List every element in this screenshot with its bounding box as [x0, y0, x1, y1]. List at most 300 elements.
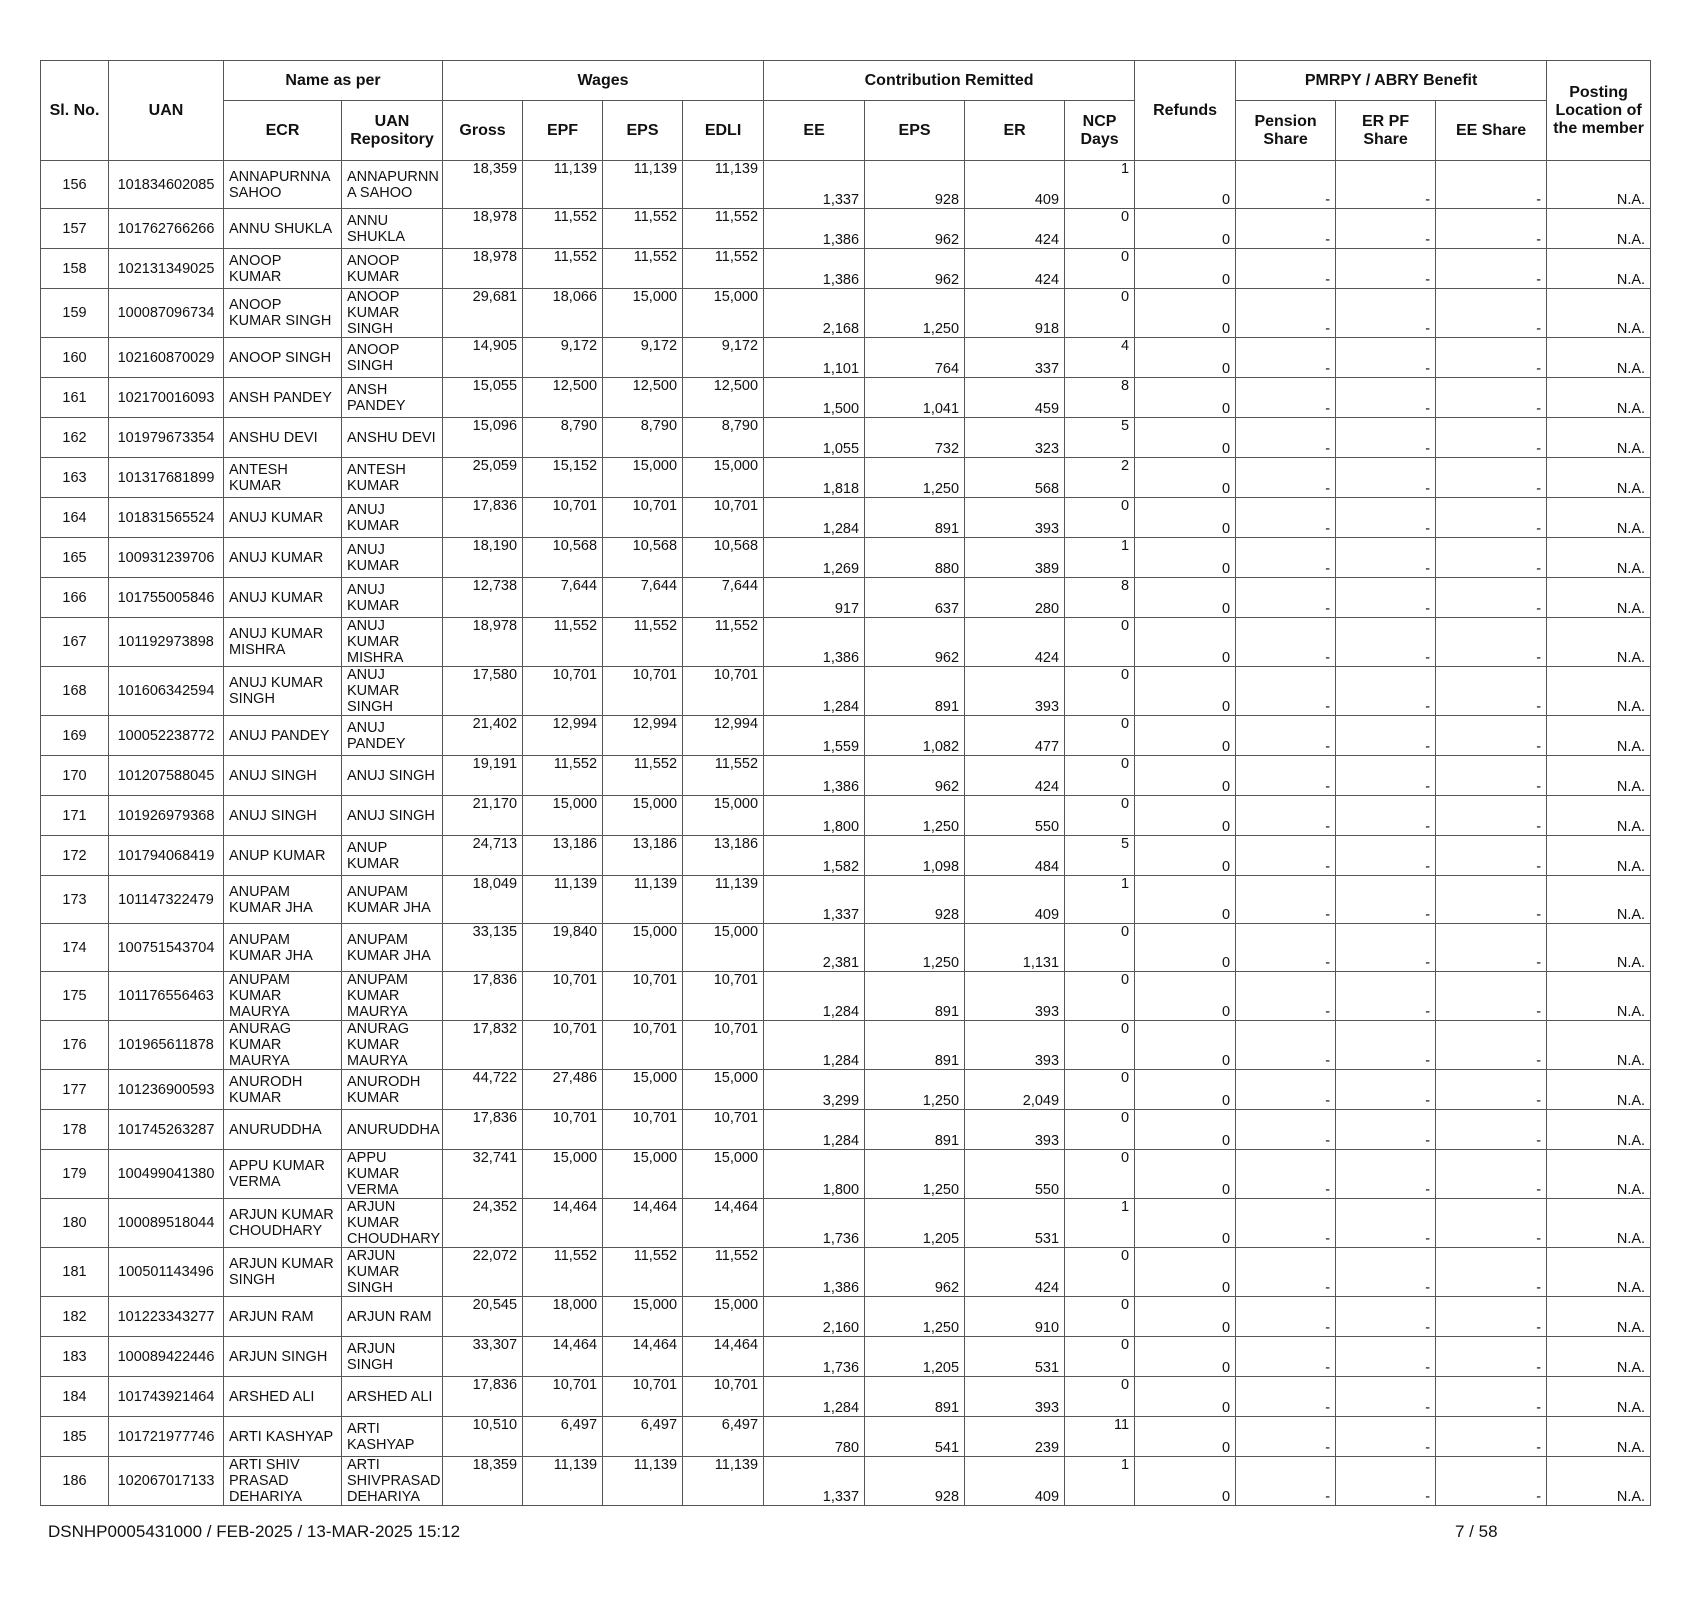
- cell-er-pf-share: -: [1336, 1248, 1436, 1297]
- cell-er: 550: [965, 796, 1065, 836]
- cell-edli: 10,701: [683, 667, 764, 716]
- cell-ncp-days: 1: [1065, 1457, 1135, 1506]
- cell-contribution-eps: 541: [865, 1417, 965, 1457]
- cell-refunds: 0: [1135, 716, 1236, 756]
- cell-refunds: 0: [1135, 1199, 1236, 1248]
- cell-refunds: 0: [1135, 458, 1236, 498]
- cell-er-pf-share: -: [1336, 338, 1436, 378]
- cell-ncp-days: 0: [1065, 498, 1135, 538]
- cell-refunds: 0: [1135, 924, 1236, 972]
- cell-posting-location: N.A.: [1547, 716, 1651, 756]
- cell-name-uan-repository: ANOOP KUMAR: [342, 249, 443, 289]
- cell-ncp-days: 0: [1065, 1337, 1135, 1377]
- cell-epf: 15,000: [523, 796, 603, 836]
- cell-ncp-days: 0: [1065, 1150, 1135, 1199]
- cell-uan: 101762766266: [109, 209, 224, 249]
- cell-gross: 33,307: [443, 1337, 523, 1377]
- cell-er: 424: [965, 249, 1065, 289]
- cell-er: 424: [965, 1248, 1065, 1297]
- cell-epf: 11,139: [523, 161, 603, 209]
- cell-gross: 15,096: [443, 418, 523, 458]
- cell-epf: 15,152: [523, 458, 603, 498]
- cell-contribution-eps: 962: [865, 1248, 965, 1297]
- cell-name-ecr: ANUJ SINGH: [224, 796, 342, 836]
- cell-refunds: 0: [1135, 1337, 1236, 1377]
- cell-edli: 10,701: [683, 1377, 764, 1417]
- cell-edli: 11,552: [683, 249, 764, 289]
- cell-pension-share: -: [1236, 1248, 1336, 1297]
- cell-posting-location: N.A.: [1547, 498, 1651, 538]
- cell-er-pf-share: -: [1336, 1150, 1436, 1199]
- cell-eps: 15,000: [603, 924, 683, 972]
- cell-epf: 14,464: [523, 1337, 603, 1377]
- cell-uan: 101926979368: [109, 796, 224, 836]
- cell-epf: 11,552: [523, 249, 603, 289]
- cell-gross: 29,681: [443, 289, 523, 338]
- cell-eps: 11,552: [603, 209, 683, 249]
- cell-refunds: 0: [1135, 1021, 1236, 1070]
- cell-edli: 10,701: [683, 1110, 764, 1150]
- cell-gross: 17,836: [443, 1377, 523, 1417]
- cell-name-ecr: ANUPAM KUMAR MAURYA: [224, 972, 342, 1021]
- cell-posting-location: N.A.: [1547, 876, 1651, 924]
- cell-name-uan-repository: ANURODH KUMAR: [342, 1070, 443, 1110]
- cell-posting-location: N.A.: [1547, 161, 1651, 209]
- cell-name-ecr: ANURODH KUMAR: [224, 1070, 342, 1110]
- table-row: [41, 1457, 1651, 1506]
- cell-edli: 11,552: [683, 1248, 764, 1297]
- cell-er-pf-share: -: [1336, 972, 1436, 1021]
- cell-contribution-eps: 891: [865, 1110, 965, 1150]
- table-row: [41, 716, 1651, 756]
- cell-edli: 8,790: [683, 418, 764, 458]
- cell-refunds: 0: [1135, 876, 1236, 924]
- cell-edli: 15,000: [683, 1297, 764, 1337]
- cell-uan: 100052238772: [109, 716, 224, 756]
- cell-refunds: 0: [1135, 1248, 1236, 1297]
- cell-ee-share: -: [1436, 498, 1547, 538]
- cell-contribution-eps: 1,250: [865, 796, 965, 836]
- cell-eps: 10,701: [603, 1377, 683, 1417]
- cell-contribution-eps: 1,205: [865, 1199, 965, 1248]
- cell-name-ecr: ARJUN SINGH: [224, 1337, 342, 1377]
- cell-gross: 18,359: [443, 161, 523, 209]
- cell-name-uan-repository: ANSH PANDEY: [342, 378, 443, 418]
- cell-ncp-days: 0: [1065, 1110, 1135, 1150]
- cell-er: 323: [965, 418, 1065, 458]
- cell-name-ecr: ANNAPURNNA SAHOO: [224, 161, 342, 209]
- cell-ee-share: -: [1436, 209, 1547, 249]
- cell-ee: 1,337: [764, 876, 865, 924]
- header-ncp-days: NCP Days: [1065, 101, 1135, 161]
- cell-uan: 101192973898: [109, 618, 224, 667]
- cell-name-uan-repository: ANUP KUMAR: [342, 836, 443, 876]
- cell-ee-share: -: [1436, 161, 1547, 209]
- cell-pension-share: -: [1236, 1337, 1336, 1377]
- cell-epf: 18,066: [523, 289, 603, 338]
- header-ecr: ECR: [224, 101, 342, 161]
- cell-ee: 1,269: [764, 538, 865, 578]
- cell-posting-location: N.A.: [1547, 1150, 1651, 1199]
- cell-er-pf-share: -: [1336, 249, 1436, 289]
- cell-epf: 19,840: [523, 924, 603, 972]
- cell-sl-no: 159: [41, 289, 109, 338]
- cell-sl-no: 180: [41, 1199, 109, 1248]
- cell-eps: 12,500: [603, 378, 683, 418]
- table-row: [41, 538, 1651, 578]
- cell-epf: 12,500: [523, 378, 603, 418]
- cell-ncp-days: 0: [1065, 756, 1135, 796]
- cell-name-uan-repository: ANURUDDHA: [342, 1110, 443, 1150]
- cell-pension-share: -: [1236, 458, 1336, 498]
- cell-er-pf-share: -: [1336, 1070, 1436, 1110]
- header-uan-repository: UAN Repository: [342, 101, 443, 161]
- cell-edli: 6,497: [683, 1417, 764, 1457]
- cell-contribution-eps: 962: [865, 249, 965, 289]
- cell-eps: 11,552: [603, 249, 683, 289]
- cell-name-ecr: ANTESH KUMAR: [224, 458, 342, 498]
- cell-er: 393: [965, 1021, 1065, 1070]
- cell-pension-share: -: [1236, 796, 1336, 836]
- cell-er: 280: [965, 578, 1065, 618]
- cell-ncp-days: 0: [1065, 289, 1135, 338]
- cell-epf: 10,701: [523, 498, 603, 538]
- cell-pension-share: -: [1236, 618, 1336, 667]
- cell-refunds: 0: [1135, 1377, 1236, 1417]
- cell-ee-share: -: [1436, 289, 1547, 338]
- cell-name-ecr: ARJUN KUMAR SINGH: [224, 1248, 342, 1297]
- cell-pension-share: -: [1236, 498, 1336, 538]
- cell-gross: 21,170: [443, 796, 523, 836]
- cell-ee-share: -: [1436, 796, 1547, 836]
- cell-eps: 10,568: [603, 538, 683, 578]
- cell-pension-share: -: [1236, 1417, 1336, 1457]
- cell-refunds: 0: [1135, 378, 1236, 418]
- cell-refunds: 0: [1135, 1150, 1236, 1199]
- cell-er: 918: [965, 289, 1065, 338]
- table-row: [41, 1377, 1651, 1417]
- cell-contribution-eps: 1,082: [865, 716, 965, 756]
- cell-epf: 27,486: [523, 1070, 603, 1110]
- cell-ncp-days: 1: [1065, 538, 1135, 578]
- cell-name-ecr: ANUJ KUMAR SINGH: [224, 667, 342, 716]
- cell-pension-share: -: [1236, 1070, 1336, 1110]
- cell-ee: 1,284: [764, 972, 865, 1021]
- cell-er: 393: [965, 1377, 1065, 1417]
- cell-name-uan-repository: ARJUN RAM: [342, 1297, 443, 1337]
- cell-ee-share: -: [1436, 378, 1547, 418]
- cell-sl-no: 182: [41, 1297, 109, 1337]
- cell-eps: 10,701: [603, 972, 683, 1021]
- cell-posting-location: N.A.: [1547, 1070, 1651, 1110]
- cell-er-pf-share: -: [1336, 716, 1436, 756]
- cell-sl-no: 185: [41, 1417, 109, 1457]
- cell-ncp-days: 0: [1065, 1297, 1135, 1337]
- cell-epf: 11,552: [523, 618, 603, 667]
- cell-name-uan-repository: ANUJ KUMAR: [342, 498, 443, 538]
- cell-gross: 32,741: [443, 1150, 523, 1199]
- cell-sl-no: 169: [41, 716, 109, 756]
- cell-ncp-days: 4: [1065, 338, 1135, 378]
- cell-ncp-days: 0: [1065, 716, 1135, 756]
- cell-posting-location: N.A.: [1547, 378, 1651, 418]
- cell-er-pf-share: -: [1336, 209, 1436, 249]
- table-row: [41, 972, 1651, 1021]
- cell-eps: 11,139: [603, 1457, 683, 1506]
- table-row: [41, 1337, 1651, 1377]
- cell-er-pf-share: -: [1336, 418, 1436, 458]
- cell-gross: 12,738: [443, 578, 523, 618]
- cell-posting-location: N.A.: [1547, 1377, 1651, 1417]
- cell-ee-share: -: [1436, 1337, 1547, 1377]
- table-row: [41, 458, 1651, 498]
- cell-sl-no: 179: [41, 1150, 109, 1199]
- cell-posting-location: N.A.: [1547, 756, 1651, 796]
- header-edli: EDLI: [683, 101, 764, 161]
- cell-contribution-eps: 764: [865, 338, 965, 378]
- table-body: [41, 161, 1651, 1506]
- cell-epf: 15,000: [523, 1150, 603, 1199]
- cell-ee: 1,386: [764, 1248, 865, 1297]
- cell-er: 424: [965, 209, 1065, 249]
- table-row: [41, 578, 1651, 618]
- cell-ee-share: -: [1436, 458, 1547, 498]
- cell-pension-share: -: [1236, 1110, 1336, 1150]
- cell-uan: 100501143496: [109, 1248, 224, 1297]
- cell-name-ecr: ARTI SHIV PRASAD DEHARIYA: [224, 1457, 342, 1506]
- cell-contribution-eps: 1,098: [865, 836, 965, 876]
- cell-gross: 17,832: [443, 1021, 523, 1070]
- cell-ncp-days: 0: [1065, 618, 1135, 667]
- cell-ee: 1,386: [764, 249, 865, 289]
- cell-er-pf-share: -: [1336, 796, 1436, 836]
- cell-posting-location: N.A.: [1547, 1297, 1651, 1337]
- cell-ncp-days: 5: [1065, 836, 1135, 876]
- table-row: [41, 249, 1651, 289]
- cell-pension-share: -: [1236, 1377, 1336, 1417]
- cell-ee: 780: [764, 1417, 865, 1457]
- cell-name-ecr: ARJUN KUMAR CHOUDHARY: [224, 1199, 342, 1248]
- cell-contribution-eps: 1,250: [865, 1297, 965, 1337]
- cell-er-pf-share: -: [1336, 1377, 1436, 1417]
- cell-sl-no: 157: [41, 209, 109, 249]
- cell-epf: 10,701: [523, 1021, 603, 1070]
- header-ee: EE: [764, 101, 865, 161]
- cell-contribution-eps: 1,250: [865, 1150, 965, 1199]
- cell-pension-share: -: [1236, 1199, 1336, 1248]
- cell-name-ecr: ARSHED ALI: [224, 1377, 342, 1417]
- cell-pension-share: -: [1236, 538, 1336, 578]
- cell-sl-no: 174: [41, 924, 109, 972]
- cell-er: 393: [965, 498, 1065, 538]
- header-contribution-remitted: Contribution Remitted: [764, 61, 1135, 101]
- cell-refunds: 0: [1135, 289, 1236, 338]
- cell-name-uan-repository: ANUJ KUMAR MISHRA: [342, 618, 443, 667]
- header-name-as-per: Name as per: [224, 61, 443, 101]
- cell-uan: 101606342594: [109, 667, 224, 716]
- cell-edli: 15,000: [683, 289, 764, 338]
- cell-contribution-eps: 891: [865, 1377, 965, 1417]
- cell-name-ecr: ANOOP KUMAR SINGH: [224, 289, 342, 338]
- cell-ee-share: -: [1436, 876, 1547, 924]
- cell-contribution-eps: 1,041: [865, 378, 965, 418]
- cell-posting-location: N.A.: [1547, 538, 1651, 578]
- cell-uan: 101207588045: [109, 756, 224, 796]
- cell-er-pf-share: -: [1336, 756, 1436, 796]
- cell-sl-no: 160: [41, 338, 109, 378]
- cell-er-pf-share: -: [1336, 618, 1436, 667]
- cell-epf: 13,186: [523, 836, 603, 876]
- cell-pension-share: -: [1236, 756, 1336, 796]
- cell-posting-location: N.A.: [1547, 1248, 1651, 1297]
- cell-refunds: 0: [1135, 836, 1236, 876]
- cell-epf: 7,644: [523, 578, 603, 618]
- cell-name-uan-repository: ARTI KASHYAP: [342, 1417, 443, 1457]
- cell-contribution-eps: 928: [865, 1457, 965, 1506]
- cell-edli: 10,701: [683, 972, 764, 1021]
- cell-er: 409: [965, 161, 1065, 209]
- header-pension-share: Pension Share: [1236, 101, 1336, 161]
- table-row: [41, 1070, 1651, 1110]
- cell-edli: 14,464: [683, 1199, 764, 1248]
- cell-ncp-days: 8: [1065, 578, 1135, 618]
- cell-uan: 101831565524: [109, 498, 224, 538]
- cell-er-pf-share: -: [1336, 1337, 1436, 1377]
- cell-name-ecr: ANNU SHUKLA: [224, 209, 342, 249]
- cell-sl-no: 162: [41, 418, 109, 458]
- cell-ncp-days: 0: [1065, 1021, 1135, 1070]
- table-row: [41, 924, 1651, 972]
- cell-ncp-days: 0: [1065, 1070, 1135, 1110]
- cell-name-uan-repository: ANUJ SINGH: [342, 756, 443, 796]
- header-er: ER: [965, 101, 1065, 161]
- cell-er-pf-share: -: [1336, 1457, 1436, 1506]
- cell-ee: 3,299: [764, 1070, 865, 1110]
- cell-refunds: 0: [1135, 1417, 1236, 1457]
- cell-pension-share: -: [1236, 378, 1336, 418]
- cell-name-ecr: ANUJ KUMAR: [224, 538, 342, 578]
- table-row: [41, 1021, 1651, 1070]
- cell-sl-no: 183: [41, 1337, 109, 1377]
- cell-ee: 1,284: [764, 498, 865, 538]
- header-pmrpy-abry: PMRPY / ABRY Benefit: [1236, 61, 1547, 101]
- table-row: [41, 1297, 1651, 1337]
- header-contribution-eps: EPS: [865, 101, 965, 161]
- cell-uan: 101317681899: [109, 458, 224, 498]
- cell-sl-no: 165: [41, 538, 109, 578]
- table-row: [41, 498, 1651, 538]
- cell-contribution-eps: 962: [865, 209, 965, 249]
- cell-uan: 102067017133: [109, 1457, 224, 1506]
- cell-epf: 11,139: [523, 876, 603, 924]
- cell-uan: 101743921464: [109, 1377, 224, 1417]
- cell-name-ecr: ANUPAM KUMAR JHA: [224, 924, 342, 972]
- cell-posting-location: N.A.: [1547, 418, 1651, 458]
- cell-er-pf-share: -: [1336, 667, 1436, 716]
- header-ee-share: EE Share: [1436, 101, 1547, 161]
- cell-ee: 1,800: [764, 796, 865, 836]
- cell-pension-share: -: [1236, 836, 1336, 876]
- cell-uan: 102160870029: [109, 338, 224, 378]
- cell-gross: 24,713: [443, 836, 523, 876]
- cell-epf: 12,994: [523, 716, 603, 756]
- cell-er-pf-share: -: [1336, 1021, 1436, 1070]
- cell-contribution-eps: 891: [865, 1021, 965, 1070]
- cell-gross: 18,359: [443, 1457, 523, 1506]
- cell-contribution-eps: 1,250: [865, 924, 965, 972]
- header-refunds: Refunds: [1135, 61, 1236, 161]
- cell-er-pf-share: -: [1336, 1417, 1436, 1457]
- cell-ncp-days: 0: [1065, 1377, 1135, 1417]
- cell-epf: 10,701: [523, 972, 603, 1021]
- table-row: [41, 418, 1651, 458]
- cell-epf: 11,552: [523, 209, 603, 249]
- cell-eps: 10,701: [603, 667, 683, 716]
- cell-name-ecr: ARTI KASHYAP: [224, 1417, 342, 1457]
- cell-name-ecr: ANOOP KUMAR: [224, 249, 342, 289]
- cell-ee: 2,168: [764, 289, 865, 338]
- cell-er: 568: [965, 458, 1065, 498]
- cell-ncp-days: 0: [1065, 972, 1135, 1021]
- table-row: [41, 289, 1651, 338]
- cell-refunds: 0: [1135, 972, 1236, 1021]
- cell-edli: 11,139: [683, 876, 764, 924]
- cell-uan: 101965611878: [109, 1021, 224, 1070]
- cell-edli: 11,552: [683, 209, 764, 249]
- cell-ee-share: -: [1436, 1248, 1547, 1297]
- cell-ee-share: -: [1436, 578, 1547, 618]
- cell-contribution-eps: 732: [865, 418, 965, 458]
- cell-ee-share: -: [1436, 618, 1547, 667]
- cell-ee-share: -: [1436, 1417, 1547, 1457]
- cell-ncp-days: 0: [1065, 209, 1135, 249]
- cell-epf: 10,701: [523, 1110, 603, 1150]
- cell-ee: 2,381: [764, 924, 865, 972]
- cell-sl-no: 170: [41, 756, 109, 796]
- cell-eps: 9,172: [603, 338, 683, 378]
- table-row: [41, 876, 1651, 924]
- cell-name-uan-repository: ANNU SHUKLA: [342, 209, 443, 249]
- cell-ee: 1,582: [764, 836, 865, 876]
- cell-name-ecr: ANSHU DEVI: [224, 418, 342, 458]
- cell-name-uan-repository: ANUPAM KUMAR JHA: [342, 924, 443, 972]
- cell-uan: 101147322479: [109, 876, 224, 924]
- table-row: [41, 1199, 1651, 1248]
- cell-name-ecr: ANOOP SINGH: [224, 338, 342, 378]
- cell-name-uan-repository: ANTESH KUMAR: [342, 458, 443, 498]
- cell-posting-location: N.A.: [1547, 667, 1651, 716]
- cell-uan: 101236900593: [109, 1070, 224, 1110]
- cell-edli: 10,701: [683, 498, 764, 538]
- cell-er-pf-share: -: [1336, 498, 1436, 538]
- cell-eps: 10,701: [603, 1110, 683, 1150]
- cell-edli: 14,464: [683, 1337, 764, 1377]
- cell-name-ecr: ANUJ KUMAR: [224, 578, 342, 618]
- cell-ee: 1,101: [764, 338, 865, 378]
- cell-edli: 11,552: [683, 618, 764, 667]
- header-wages: Wages: [443, 61, 764, 101]
- cell-er: 393: [965, 972, 1065, 1021]
- cell-pension-share: -: [1236, 716, 1336, 756]
- cell-uan: 101745263287: [109, 1110, 224, 1150]
- cell-sl-no: 181: [41, 1248, 109, 1297]
- cell-uan: 100499041380: [109, 1150, 224, 1199]
- cell-edli: 11,552: [683, 756, 764, 796]
- cell-edli: 15,000: [683, 796, 764, 836]
- cell-contribution-eps: 891: [865, 498, 965, 538]
- cell-eps: 10,701: [603, 1021, 683, 1070]
- cell-pension-share: -: [1236, 1021, 1336, 1070]
